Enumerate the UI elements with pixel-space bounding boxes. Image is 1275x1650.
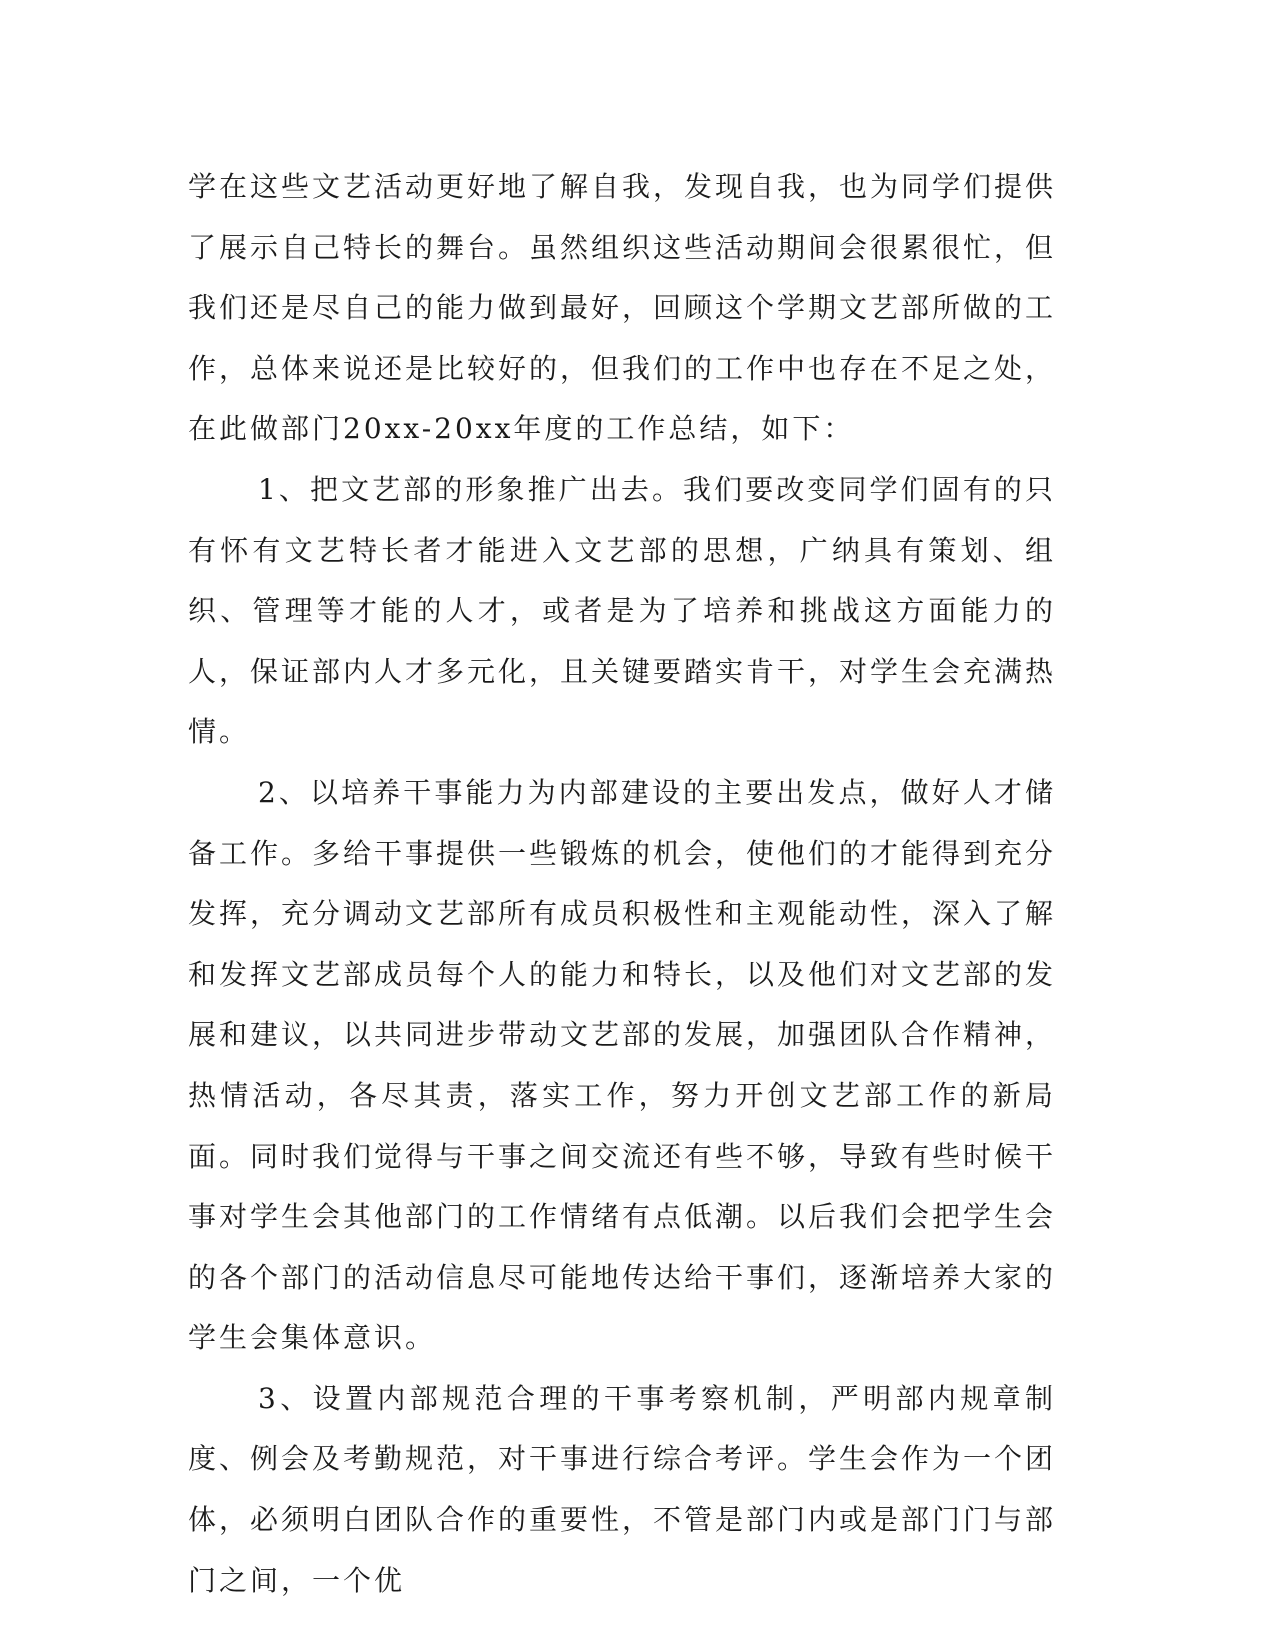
paragraph-item-2: 2、以培养干事能力为内部建设的主要出发点，做好人才储备工作。多给干事提供一些锻炼的机会，使他们的才能得到充分发挥，充分调动文艺部所有成员积极性和主观能动性，深入了解和发挥文艺部成员每个人的能力和特长，以及他们对文艺部的发展和建议，以共同进步带动文艺部的发展，加强团队合作精神，热情活动，各尽其责，落实工作，努力开创文艺部工作的新局面。同时我们觉得与干事之间交流还有些不够，导致有些时候干事对学生会其他部门的工作情绪有点低潮。以后我们会把学生会的各个部门的活动信息尽可能地传达给干事们，逐渐培养大家的学生会集体意识。 <box>188 775 1057 1355</box>
paragraph-item-1: 1、把文艺部的形象推广出去。我们要改变同学们固有的只有怀有文艺特长者才能进入文艺部的思想，广纳具有策划、组织、管理等才能的人才，或者是为了培养和挑战这方面能力的人，保证部内人才多元化，且关键要踏实肯干，对学生会充满热情。 <box>188 472 1057 749</box>
paragraph-item-3: 3、设置内部规范合理的干事考察机制，严明部内规章制度、例会及考勤规范，对干事进行综合考评。学生会作为一个团体，必须明白团队合作的重要性，不管是部门内或是部门门与部门之间，一个优 <box>188 1381 1057 1597</box>
paragraph-intro: 学在这些文艺活动更好地了解自我，发现自我，也为同学们提供了展示自己特长的舞台。虽然组织这些活动期间会很累很忙，但我们还是尽自己的能力做到最好，回顾这个学期文艺部所做的工作，总体来说还是比较好的，但我们的工作中也存在不足之处，在此做部门20xx-20xx年度的工作总结，如下： <box>188 170 1057 446</box>
document-body <box>188 157 1056 1611</box>
